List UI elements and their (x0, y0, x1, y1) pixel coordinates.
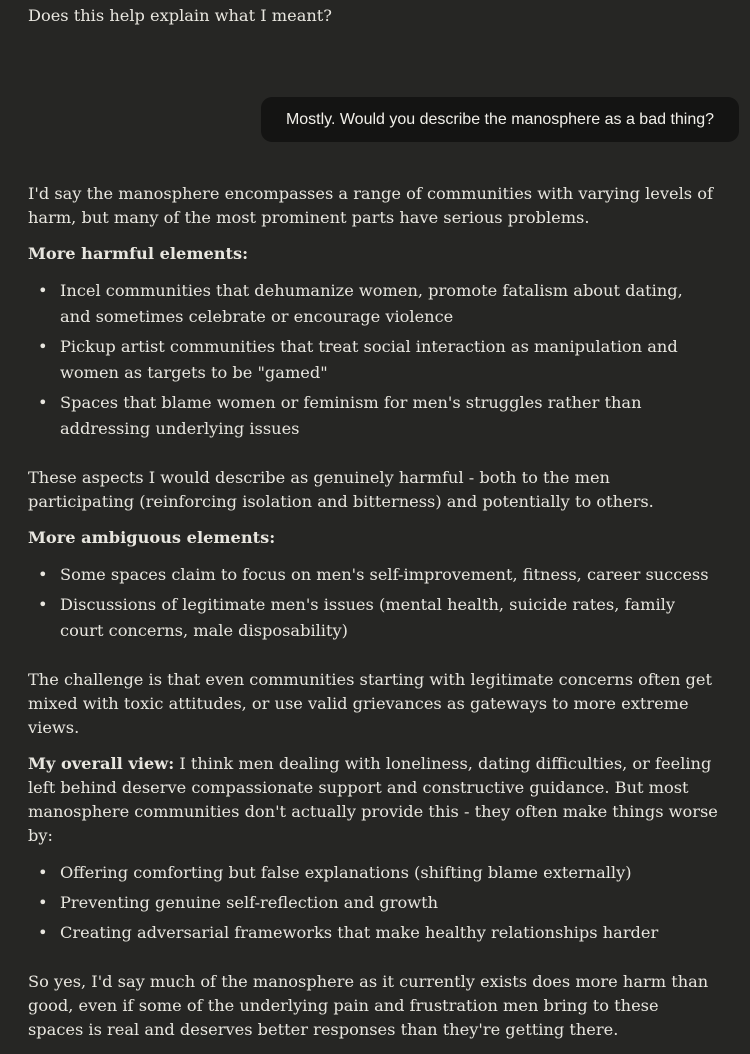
list-item-text: Incel communities that dehumanize women, promote fatalism about dating, and sometimes celebrate or encourage violence (60, 281, 683, 326)
response-intro: I'd say the manosphere encompasses a range of communities with varying levels of harm, but many of the most prominent parts have serious problems. (28, 184, 713, 227)
list-item (28, 890, 718, 916)
list-item-text: Pickup artist communities that treat social interaction as manipulation and women as targets to be "gamed" (60, 337, 678, 382)
user-message-text: Mostly. Would you describe the manosphere as a bad thing? (285, 110, 715, 128)
bullet-icon: • (38, 281, 48, 300)
list-item-text: Offering comforting but false explanations (shifting blame externally) (60, 863, 632, 882)
bullet-icon: • (38, 863, 48, 882)
bullet-icon: • (38, 393, 48, 412)
overall-view-text: I think men dealing with loneliness, dating difficulties, or feeling left behind deserve compassionate support and constructive guidance. But most manosphere communities don't actually provide this - they often make things worse by: (28, 754, 718, 845)
bullet-icon: • (38, 595, 48, 614)
user-message-bubble (261, 97, 739, 142)
list-item (28, 860, 718, 886)
bullet-icon: • (38, 565, 48, 584)
harmful-summary: These aspects I would describe as genuinely harmful - both to the men participating (reinforcing isolation and bitterness) and potentially to others. (28, 468, 654, 511)
bullet-icon: • (38, 337, 48, 356)
ambiguous-heading: More ambiguous elements: (28, 528, 276, 547)
assistant-response (28, 182, 718, 1054)
list-item (28, 592, 718, 644)
list-item (28, 334, 718, 386)
list-item (28, 920, 718, 946)
challenge-paragraph: The challenge is that even communities starting with legitimate concerns often get mixed with toxic attitudes, or use valid grievances as gateways to more extreme views. (28, 670, 713, 737)
bullet-icon: • (38, 893, 48, 912)
list-item (28, 390, 718, 442)
list-item-text: Discussions of legitimate men's issues (mental health, suicide rates, family court concerns, male disposability) (60, 595, 675, 640)
list-item (28, 562, 718, 588)
list-item-text: Creating adversarial frameworks that make healthy relationships harder (60, 923, 659, 942)
previous-assistant-text: Does this help explain what I meant? (28, 6, 332, 25)
list-item-text: Some spaces claim to focus on men's self-improvement, fitness, career success (60, 565, 709, 584)
harmful-heading: More harmful elements: (28, 244, 249, 263)
overall-view-paragraph (28, 752, 718, 848)
harmful-list (28, 278, 718, 442)
bullet-icon: • (38, 923, 48, 942)
list-item-text: Spaces that blame women or feminism for men's struggles rather than addressing underlying issues (60, 393, 642, 438)
ambiguous-list (28, 562, 718, 644)
list-item-text: Preventing genuine self-reflection and growth (60, 893, 439, 912)
worse-list (28, 860, 718, 946)
conclusion-paragraph: So yes, I'd say much of the manosphere as it currently exists does more harm than good, even if some of the underlying pain and frustration men bring to these spaces is real and deserves better responses than they're getting there. (28, 972, 709, 1039)
list-item (28, 278, 718, 330)
overall-view-label: My overall view: (28, 754, 175, 773)
